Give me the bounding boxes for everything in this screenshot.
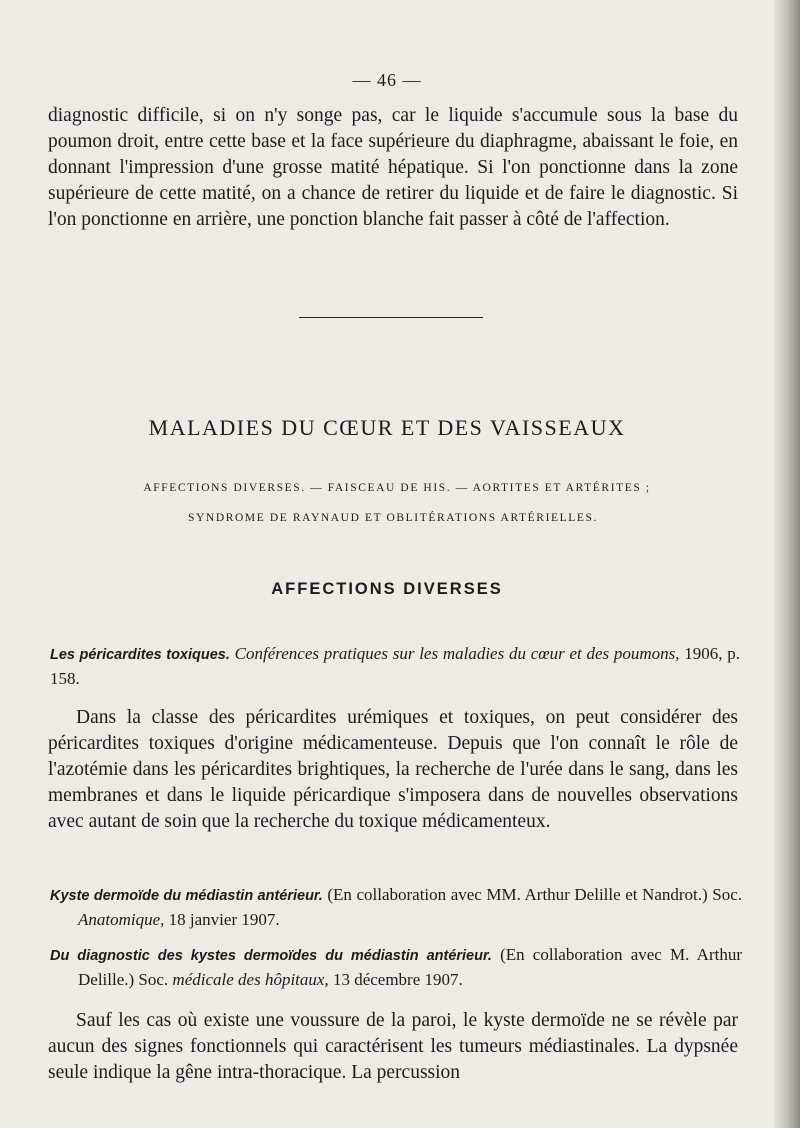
reference-diagnostic-kystes bbox=[50, 943, 742, 992]
section-title: MALADIES DU CŒUR ET DES VAISSEAUX bbox=[148, 415, 626, 440]
reference-journal: Anatomique, bbox=[78, 910, 165, 929]
reference-society: Soc. bbox=[712, 885, 742, 904]
reference-society: Soc. bbox=[138, 970, 169, 989]
reference-pericardites bbox=[50, 642, 740, 691]
reference-date: 18 janvier 1907. bbox=[168, 910, 280, 929]
reference-journal: Conférences pratiques sur les maladies du cœur et des poumons, bbox=[234, 644, 680, 663]
reference-date: 13 décembre 1907. bbox=[332, 970, 463, 989]
paragraph-continuation: diagnostic difficile, si on n'y songe pas, car le liquide s'accumule sous la base du poumon droit, entre cette base et la face supérieure du diaphragme, abaissant le foie, en donnant l'impression d'une grosse matité hépatique. Si l'on ponctionne dans la zone supérieure de cette matité, on a chance de retirer du liquide et de faire le diagnostic. Si l'on ponctionne en arrière, une ponction blanche fait passer à côté de l'affection. bbox=[48, 105, 738, 230]
reference-collaboration: (En collaboration avec MM. Arthur Delille et Nandrot.) bbox=[327, 885, 708, 904]
reference-details: 1906, p. 158. bbox=[50, 644, 741, 688]
reference-title: Les péricardites toxiques. bbox=[50, 647, 230, 663]
page-edge-shadow bbox=[774, 0, 800, 1128]
subheading-line-1: AFFECTIONS DIVERSES. — FAISCEAU DE HIS. — AORTITES ET ARTÉRITES ; bbox=[143, 482, 651, 494]
page-number: — 46 — bbox=[352, 70, 422, 90]
reference-kyste-dermoide bbox=[50, 883, 742, 932]
reference-title: Du diagnostic des kystes dermoïdes du médiastin antérieur. bbox=[50, 948, 492, 964]
subheading-line-2: SYNDROME DE RAYNAUD ET OBLITÉRATIONS ARTÉRIELLES. bbox=[188, 512, 598, 524]
reference-journal: médicale des hôpitaux, bbox=[172, 970, 329, 989]
section-divider bbox=[299, 317, 483, 318]
affections-diverses-heading: AFFECTIONS DIVERSES bbox=[271, 580, 503, 598]
reference-title: Kyste dermoïde du médiastin antérieur. bbox=[50, 888, 323, 904]
reference-collaboration: (En collaboration avec M. Arthur Delille.) bbox=[78, 945, 742, 989]
paragraph-pericardites: Dans la classe des péricardites urémiques et toxiques, on peut considérer des péricardites toxiques d'origine médicamenteuse. Depuis que l'on connaît le rôle de l'azotémie dans les péricardites brightiques, la recherche de l'urée dans le sang, dans les membranes et dans le liquide péricardique s'imposera dans de nouvelles observations avec autant de soin que la recherche du toxique médicamenteux. bbox=[48, 707, 738, 832]
paragraph-kyste: Sauf les cas où existe une voussure de la paroi, le kyste dermoïde ne se révèle par aucun des signes fonctionnels qui caractérisent les tumeurs médiastinales. La dypsnée seule indique la gêne intra-thoracique. La percussion bbox=[48, 1010, 738, 1083]
